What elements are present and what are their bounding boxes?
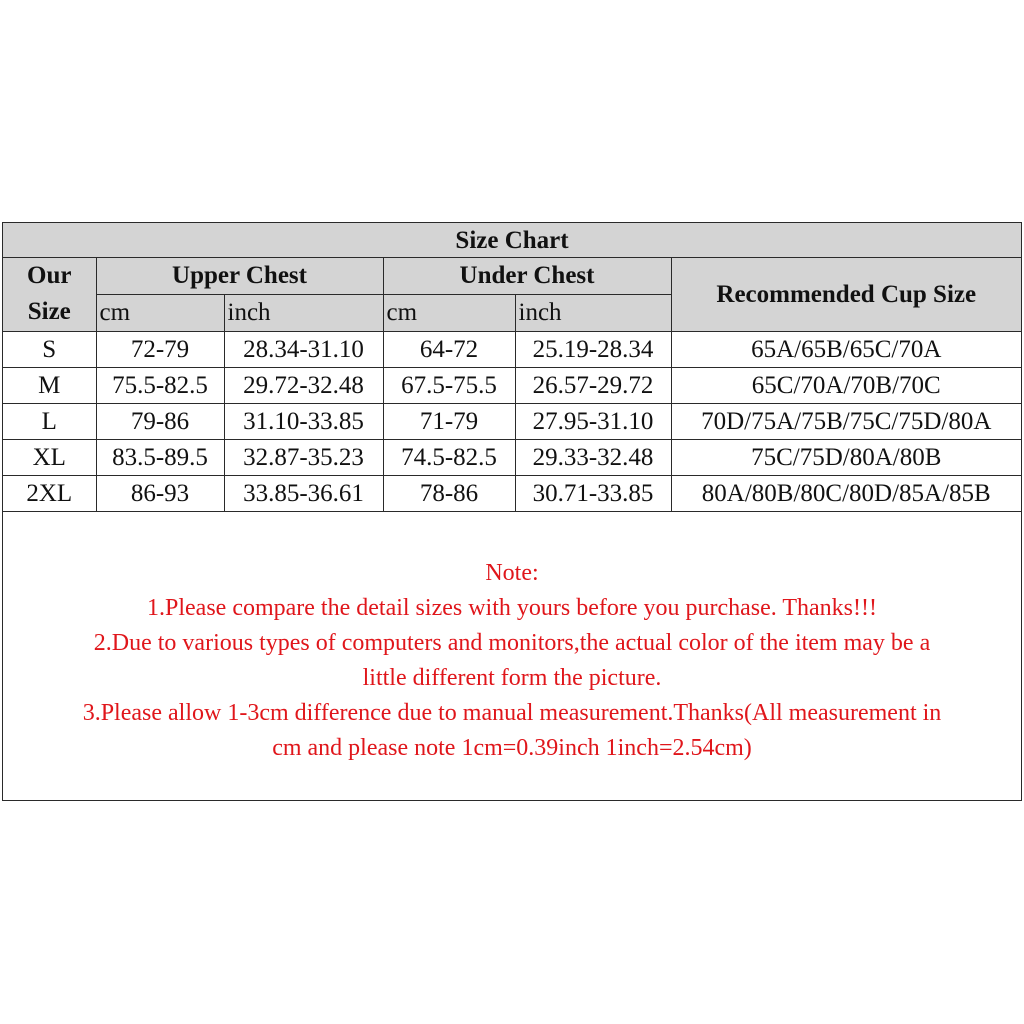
- note-line-2a: 2.Due to various types of computers and monitors,the actual color of the item may be a: [93, 630, 931, 656]
- upper-cm-header: cm: [96, 294, 224, 331]
- upper-chest-header: Upper Chest: [96, 258, 383, 295]
- cup-cell: 75C/75D/80A/80B: [671, 439, 1021, 475]
- under-chest-header: Under Chest: [383, 258, 671, 295]
- under-cm-cell: 71-79: [383, 403, 515, 439]
- size-header-line1: Our: [27, 262, 72, 289]
- upper-inch-header: inch: [224, 294, 383, 331]
- under-inch-cell: 26.57-29.72: [515, 367, 671, 403]
- size-cell: 2XL: [3, 475, 96, 511]
- note-line-3a: 3.Please allow 1-3cm difference due to manual measurement.Thanks(All measurement in: [82, 700, 942, 726]
- size-chart: [2, 222, 1022, 801]
- upper-cm-cell: 86-93: [96, 475, 224, 511]
- under-cm-cell: 78-86: [383, 475, 515, 511]
- upper-cm-cell: 83.5-89.5: [96, 439, 224, 475]
- size-cell: XL: [3, 439, 96, 475]
- size-cell: M: [3, 367, 96, 403]
- under-cm-cell: 64-72: [383, 331, 515, 367]
- note-line-3b: cm and please note 1cm=0.39inch 1inch=2.54cm): [272, 735, 752, 761]
- size-cell: S: [3, 331, 96, 367]
- cup-cell: 80A/80B/80C/80D/85A/85B: [671, 475, 1021, 511]
- size-cell: L: [3, 403, 96, 439]
- under-inch-header: inch: [515, 294, 671, 331]
- upper-inch-cell: 31.10-33.85: [224, 403, 383, 439]
- cup-size-header: Recommended Cup Size: [671, 258, 1021, 332]
- cup-cell: 70D/75A/75B/75C/75D/80A: [671, 403, 1021, 439]
- size-header-line2: Size: [27, 298, 71, 326]
- under-cm-header: cm: [383, 294, 515, 331]
- upper-inch-cell: 33.85-36.61: [224, 475, 383, 511]
- under-inch-cell: 30.71-33.85: [515, 475, 671, 511]
- upper-cm-cell: 75.5-82.5: [96, 367, 224, 403]
- note-block: [3, 556, 1021, 766]
- under-inch-cell: 27.95-31.10: [515, 403, 671, 439]
- upper-inch-cell: 28.34-31.10: [224, 331, 383, 367]
- upper-cm-cell: 79-86: [96, 403, 224, 439]
- table-title: Size Chart: [3, 223, 1021, 258]
- note-line-2b: little different form the picture.: [362, 665, 662, 691]
- table-row: [3, 403, 1021, 439]
- under-cm-cell: 74.5-82.5: [383, 439, 515, 475]
- cup-cell: 65A/65B/65C/70A: [671, 331, 1021, 367]
- table-row: [3, 439, 1021, 475]
- table-row: [3, 367, 1021, 403]
- size-column-header: [3, 258, 96, 332]
- note-heading: Note:: [485, 560, 539, 586]
- cup-cell: 65C/70A/70B/70C: [671, 367, 1021, 403]
- upper-cm-cell: 72-79: [96, 331, 224, 367]
- upper-inch-cell: 32.87-35.23: [224, 439, 383, 475]
- table-row: [3, 475, 1021, 511]
- under-cm-cell: 67.5-75.5: [383, 367, 515, 403]
- under-inch-cell: 29.33-32.48: [515, 439, 671, 475]
- under-inch-cell: 25.19-28.34: [515, 331, 671, 367]
- upper-inch-cell: 29.72-32.48: [224, 367, 383, 403]
- table-row: [3, 331, 1021, 367]
- note-line-1: 1.Please compare the detail sizes with yours before you purchase. Thanks!!!: [147, 595, 877, 621]
- size-table: [3, 223, 1021, 512]
